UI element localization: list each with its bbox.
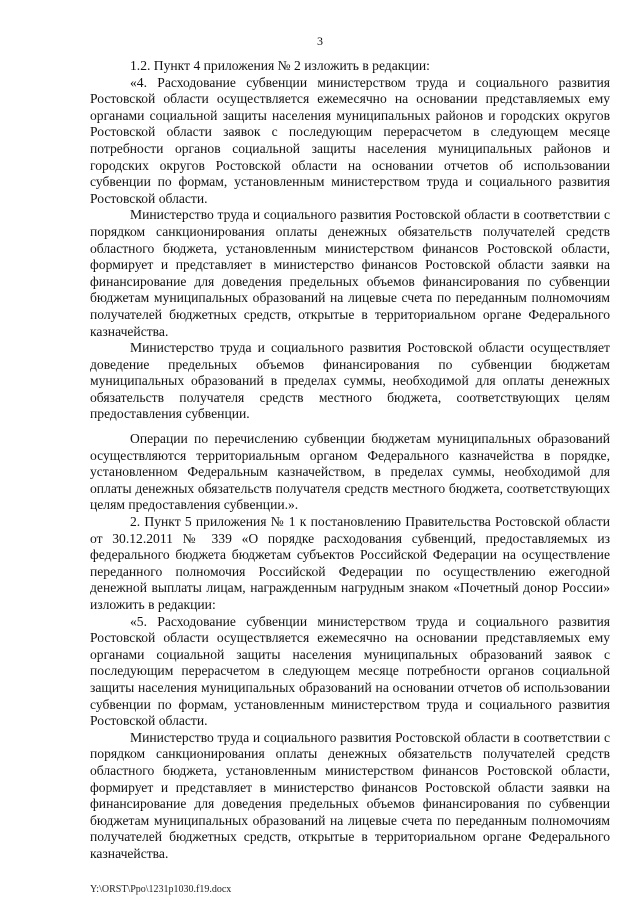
paragraph-ministry-requests-2: Министерство труда и социального развития Ростовской области в соответствии с порядком санкционирования оплаты денежных обязательств получателей средств областного бюджета, установленным министерством финансов Ростовской области, формирует и представляет в министерство финансов Ростовской области заявки на финансирование для доведения предельных объемов финансирования по субвенции бюджетам муниципальных образований на лицевые счета по переданным полномочиям получателей бюджетных средств, открытые в территориальном органе Федерального казначейства. <box>90 729 610 861</box>
paragraph-ministry-limits: Министерство труда и социального развития Ростовской области осуществляет доведение предельных объемов финансирования по субвенции бюджетам муниципальных образований в пределах суммы, необходимой для оплаты денежных обязательств получателя средств местного бюджета, соответствующих целям предоставления субвенции. <box>90 340 610 422</box>
paragraph-1-2: 1.2. Пункт 4 приложения № 2 изложить в редакции: <box>130 58 430 73</box>
page-number: 3 <box>317 34 323 48</box>
paragraph-item-4-text: «4. Расходование субвенции министерством труда и социального развития Ростовской области осуществляется ежемесячно на основании представляемых ему органами социальной защиты населения муниципальных районов и городских округов Ростовской области заявок с последующим перерасчетом в следующем месяце потребности органов социальной защиты населения муниципальных районов и городских округов Ростовской области на основании отчетов об использовании субвенции по формам, установленным министерством труда и социального развития Ростовской области. <box>90 74 610 206</box>
paragraph-ministry-requests: Министерство труда и социального развития Ростовской области в соответствии с порядком санкционирования оплаты денежных обязательств получателей средств областного бюджета, установленным министерством финансов Ростовской области, формирует и представляет в министерство финансов Ростовской области заявки на финансирование для доведения предельных объемов финансирования по субвенции бюджетам муниципальных образований на лицевые счета по переданным полномочиям получателей бюджетных средств, открытые в территориальном органе Федерального казначейства. <box>90 207 610 339</box>
paragraph-2: 2. Пункт 5 приложения № 1 к постановлению Правительства Ростовской области от 30.12.2011 № 339 «О порядке расходования субвенций, предоставляемых из федерального бюджета бюджетам субъектов Российской Федерации на осуществление переданного полномочия Российской Федерации по осуществлению ежегодной денежной выплаты лицам, награжденным нагрудным знаком «Почетный донор России» изложить в редакции: <box>90 514 610 612</box>
document-body <box>90 58 610 863</box>
footer-file-path: Y:\ORST\Ppo\1231p1030.f19.docx <box>90 884 232 895</box>
paragraph-item-5-text: «5. Расходование субвенции министерством труда и социального развития Ростовской области осуществляется ежемесячно на основании представляемых ему органами социальной защиты населения муниципальных образований заявок с последующим перерасчетом в следующем месяце потребности органов социальной защиты населения муниципальных образований на основании отчетов об использовании субвенции по формам, установленным министерством труда и социального развития Ростовской области. <box>90 613 610 729</box>
paragraph-treasury-operations: Операции по перечислению субвенции бюджетам муниципальных образований осуществляются территориальным органом Федерального казначейства в порядке, установленном Федеральным казначейством, в пределах суммы, необходимой для оплаты денежных обязательств получателя средств местного бюджета, соответствующих целям предоставления субвенции.». <box>90 431 610 513</box>
